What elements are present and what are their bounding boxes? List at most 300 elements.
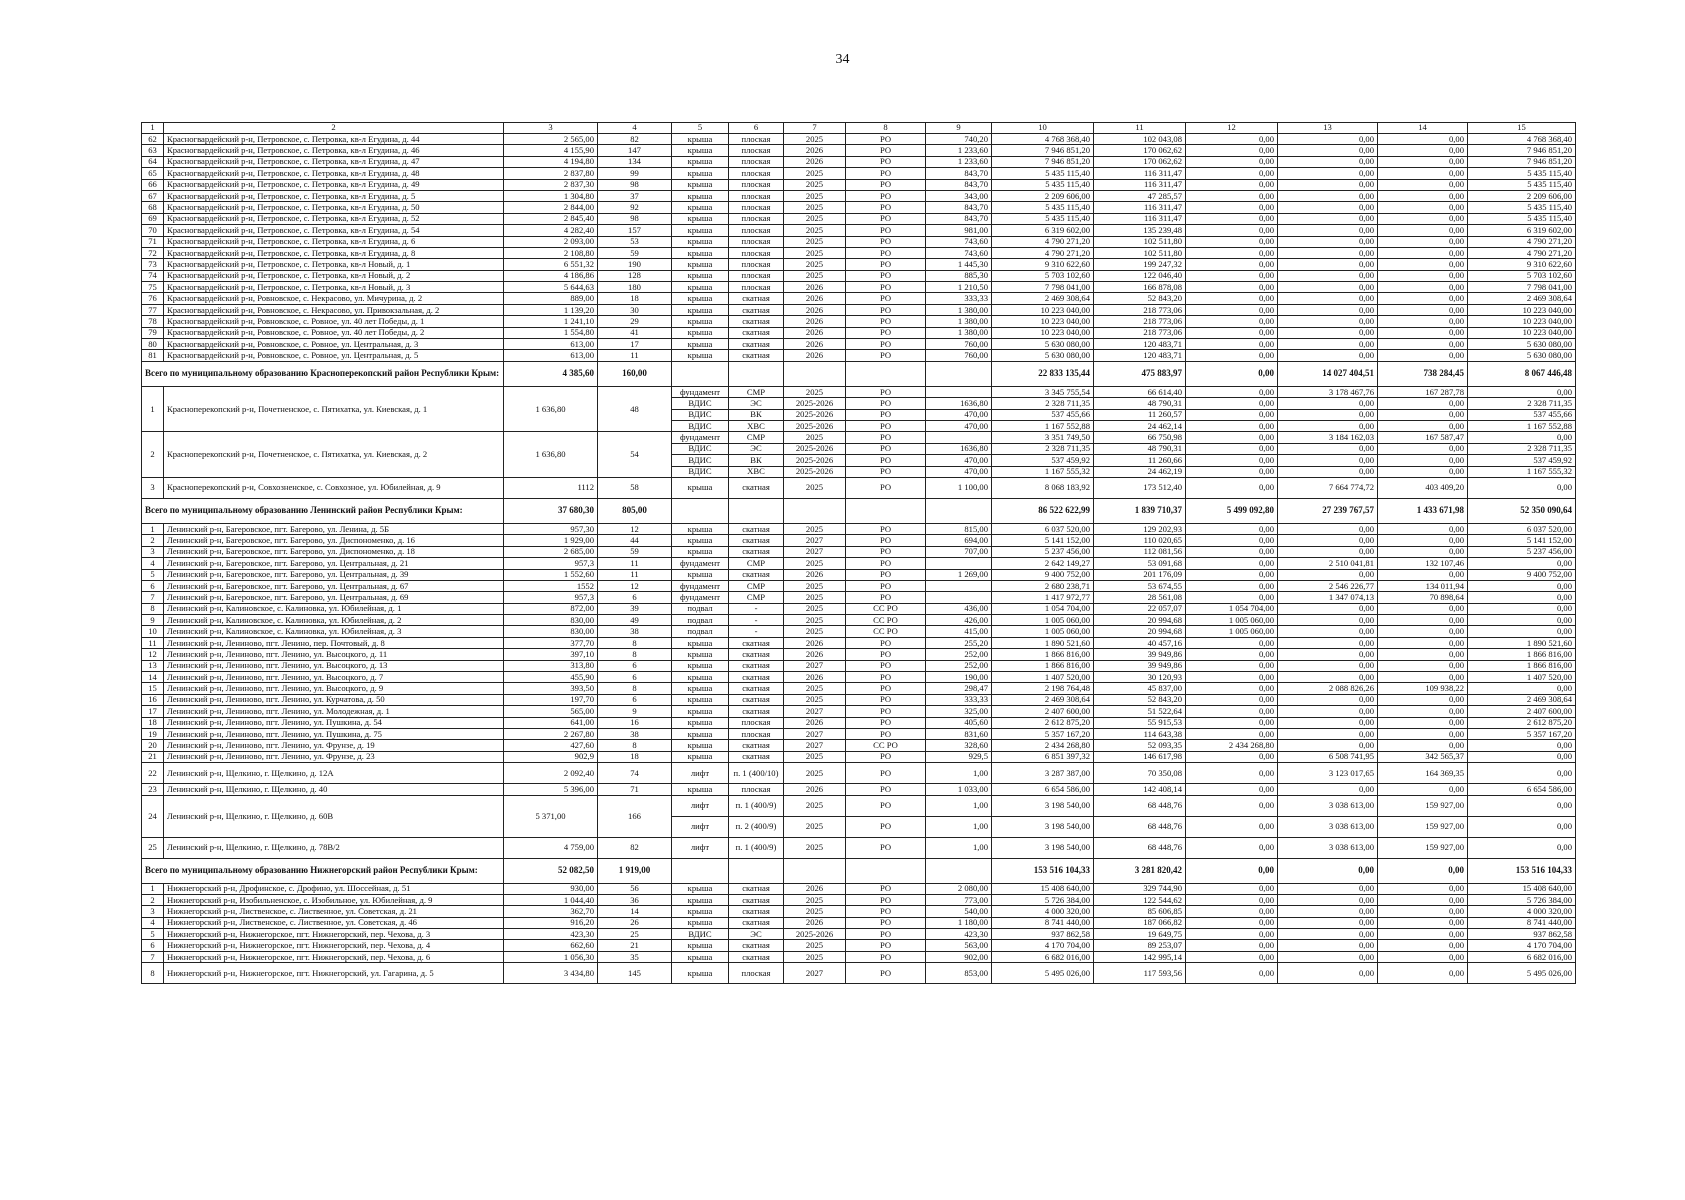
table-cell: Красногвардейский р-н, Ровновское, с. Ровное, ул. 40 лет Победы, д. 2	[164, 327, 504, 338]
table-cell: 0,00	[1186, 929, 1278, 940]
table-cell: 0,00	[1186, 816, 1278, 837]
table-cell: РО	[846, 202, 926, 213]
table-cell: плоская	[729, 145, 784, 156]
table-cell: 1 890 521,60	[1468, 637, 1576, 648]
table-cell: 470,00	[926, 466, 992, 477]
table-cell: 7 946 851,20	[992, 145, 1094, 156]
table-cell: 2 837,80	[504, 168, 598, 179]
table-cell: 0,00	[1186, 466, 1278, 477]
table-cell: 325,00	[926, 706, 992, 717]
table-cell: 0,00	[1278, 327, 1378, 338]
table-cell: плоская	[729, 179, 784, 190]
table-cell: крыша	[672, 190, 729, 201]
table-cell: 3 198 540,00	[992, 816, 1094, 837]
table-cell: 11	[142, 637, 164, 648]
table-cell: 2 328 711,35	[1468, 398, 1576, 409]
table-row	[142, 951, 1576, 962]
table-cell: 166	[598, 795, 672, 837]
table-cell: крыша	[672, 637, 729, 648]
table-cell: 159 927,00	[1378, 816, 1468, 837]
table-cell: 0,00	[1468, 740, 1576, 751]
table-cell: РО	[846, 660, 926, 671]
table-cell: крыша	[672, 168, 729, 179]
table-cell: ЭС	[729, 929, 784, 940]
table-row	[142, 327, 1576, 338]
table-cell: плоская	[729, 225, 784, 236]
table-cell: 0,00	[1186, 409, 1278, 420]
table-cell: 0,00	[1278, 156, 1378, 167]
table-cell: 0,00	[1468, 816, 1576, 837]
table-cell: 2 510 041,81	[1278, 558, 1378, 569]
table-cell: 0,00	[1186, 546, 1278, 557]
table-cell: 3 038 613,00	[1278, 837, 1378, 858]
table-cell: 4	[142, 917, 164, 928]
table-cell: 0,00	[1378, 443, 1468, 454]
table-cell: 1 044,40	[504, 894, 598, 905]
table-cell: 76	[142, 293, 164, 304]
table-cell: 5 396,00	[504, 784, 598, 795]
table-cell: 7	[142, 592, 164, 603]
table-cell: 773,00	[926, 894, 992, 905]
table-cell: 0,00	[1278, 168, 1378, 179]
table-cell: 843,70	[926, 168, 992, 179]
table-cell: СМР	[729, 580, 784, 591]
table-cell: СМР	[729, 558, 784, 569]
table-cell: 4 170 704,00	[992, 940, 1094, 951]
table-cell: 2026	[784, 293, 846, 304]
table-cell: 74	[142, 270, 164, 281]
table-cell: 2025	[784, 580, 846, 591]
table-cell: 0,00	[1278, 316, 1378, 327]
table-cell: 2 434 268,80	[1186, 740, 1278, 751]
table-cell: 0,00	[1278, 225, 1378, 236]
table-cell: 22 057,07	[1094, 603, 1186, 614]
table-cell: 170 062,62	[1094, 156, 1186, 167]
table-cell: 92	[598, 202, 672, 213]
table-cell: 423,30	[926, 929, 992, 940]
table-cell: 0,00	[1186, 637, 1278, 648]
table-cell: 36	[598, 894, 672, 905]
table-cell: 3	[142, 477, 164, 498]
table-cell: РО	[846, 784, 926, 795]
table-cell: 5	[672, 123, 729, 134]
table-cell: 1 056,30	[504, 951, 598, 962]
table-cell: 329 744,90	[1094, 883, 1186, 894]
table-cell: 0,00	[1186, 156, 1278, 167]
table-cell: РО	[846, 213, 926, 224]
table-cell: Красногвардейский р-н, Петровское, с. Петровка, кв-л Егудина, д. 8	[164, 247, 504, 258]
table-cell	[846, 498, 926, 523]
table-cell: 738 284,45	[1378, 361, 1468, 386]
table-cell: 1 005 060,00	[992, 626, 1094, 637]
table-cell: 1 304,80	[504, 190, 598, 201]
table-cell: плоская	[729, 213, 784, 224]
table-cell: Красногвардейский р-н, Петровское, с. Петровка, кв-л Егудина, д. 54	[164, 225, 504, 236]
table-cell: Ленинский р-н, Багеровское, пгт. Багерово, ул. Ленина, д. 5Б	[164, 523, 504, 534]
table-cell: 2027	[784, 728, 846, 739]
table-cell: 201 176,09	[1094, 569, 1186, 580]
table-cell: РО	[846, 894, 926, 905]
table-cell: СС РО	[846, 615, 926, 626]
table-cell: скатная	[729, 706, 784, 717]
table-cell: 255,20	[926, 637, 992, 648]
table-cell: 116 311,47	[1094, 202, 1186, 213]
table-cell: 0,00	[1378, 858, 1468, 883]
table-cell: 0,00	[1378, 523, 1468, 534]
table-cell: 7 946 851,20	[992, 156, 1094, 167]
table-cell: 0,00	[1186, 706, 1278, 717]
table-cell: 830,00	[504, 615, 598, 626]
table-cell: 10	[992, 123, 1094, 134]
table-cell: РО	[846, 569, 926, 580]
table-cell: 2025	[784, 751, 846, 762]
table-cell: 6 654 586,00	[1468, 784, 1576, 795]
table-cell: 5 237 456,00	[1468, 546, 1576, 557]
table-cell: 41	[598, 327, 672, 338]
table-cell: РО	[846, 906, 926, 917]
table-cell: РО	[846, 751, 926, 762]
table-row	[142, 728, 1576, 739]
table-cell: 0,00	[1278, 236, 1378, 247]
table-cell: РО	[846, 236, 926, 247]
table-row	[142, 558, 1576, 569]
table-cell	[926, 580, 992, 591]
table-cell: 59	[598, 247, 672, 258]
table-cell: Ленинский р-н, Багеровское, пгт. Багерово, ул. Центральная, д. 39	[164, 569, 504, 580]
table-cell: 313,80	[504, 660, 598, 671]
table-cell: 26	[598, 917, 672, 928]
table-cell: 2025	[784, 558, 846, 569]
table-cell: 1 005 060,00	[1186, 626, 1278, 637]
table-cell: 415,00	[926, 626, 992, 637]
table-cell: 0,00	[1278, 523, 1378, 534]
table-cell: 20	[142, 740, 164, 751]
table-cell: 5 495 026,00	[992, 963, 1094, 984]
table-cell: 9 400 752,00	[992, 569, 1094, 580]
table-cell: 0,00	[1186, 225, 1278, 236]
table-cell: 2025	[784, 213, 846, 224]
table-cell: Ленинский р-н, Лениново, пгт. Ленино, ул. Молодежная, д. 1	[164, 706, 504, 717]
table-cell: 153 516 104,33	[992, 858, 1094, 883]
table-cell: 12	[1186, 123, 1278, 134]
table-cell: 0,00	[1186, 837, 1278, 858]
table-cell: скатная	[729, 316, 784, 327]
table-row	[142, 293, 1576, 304]
table-cell: 405,60	[926, 717, 992, 728]
table-cell: 427,60	[504, 740, 598, 751]
table-cell: плоская	[729, 282, 784, 293]
table-cell: Красногвардейский р-н, Ровновское, с. Некрасово, ул. Привокзальная, д. 2	[164, 304, 504, 315]
table-cell: скатная	[729, 894, 784, 905]
table-cell: ЭС	[729, 398, 784, 409]
table-cell: крыша	[672, 523, 729, 534]
table-cell: скатная	[729, 660, 784, 671]
table-cell: 1,00	[926, 816, 992, 837]
table-cell: 2025	[784, 134, 846, 145]
table-cell: 3 038 613,00	[1278, 816, 1378, 837]
table-cell: 5 499 092,80	[1186, 498, 1278, 523]
table-cell: скатная	[729, 751, 784, 762]
table-cell: 8	[598, 740, 672, 751]
table-cell: 4 000 320,00	[992, 906, 1094, 917]
table-cell: 52 093,35	[1094, 740, 1186, 751]
table-row	[142, 963, 1576, 984]
table-cell: 0,00	[1186, 894, 1278, 905]
table-cell: -	[729, 626, 784, 637]
total-row	[142, 361, 1576, 386]
table-cell: 4 385,60	[504, 361, 598, 386]
table-cell: 6 037 520,00	[1468, 523, 1576, 534]
table-cell: 1 866 816,00	[1468, 660, 1576, 671]
table-cell: 129 202,93	[1094, 523, 1186, 534]
table-cell: 0,00	[1378, 156, 1468, 167]
table-cell: 0,00	[1378, 894, 1468, 905]
table-cell: 0,00	[1278, 398, 1378, 409]
table-cell: 0,00	[1278, 940, 1378, 951]
table-cell: 2025	[784, 816, 846, 837]
table-row	[142, 316, 1576, 327]
table-cell: 3 198 540,00	[992, 837, 1094, 858]
table-cell: 1 407 520,00	[992, 672, 1094, 683]
table-cell: 2026	[784, 327, 846, 338]
table-cell: 436,00	[926, 603, 992, 614]
table-cell: 5 357 167,20	[1468, 728, 1576, 739]
table-cell: 15 408 640,00	[1468, 883, 1576, 894]
table-cell: 937 862,58	[992, 929, 1094, 940]
table-cell: 2 837,30	[504, 179, 598, 190]
table-cell: 0,00	[1378, 168, 1468, 179]
table-cell: 2025	[784, 386, 846, 397]
table-cell: РО	[846, 247, 926, 258]
table-cell: РО	[846, 546, 926, 557]
table-cell: РО	[846, 837, 926, 858]
table-cell: 2025	[784, 837, 846, 858]
table-cell: 3 038 613,00	[1278, 795, 1378, 816]
table-cell: 0,00	[1186, 951, 1278, 962]
table-cell: Красногвардейский р-н, Петровское, с. Петровка, кв-л Новый, д. 2	[164, 270, 504, 281]
table-cell: фундамент	[672, 432, 729, 443]
table-cell: 563,00	[926, 940, 992, 951]
table-cell: 1 167 555,32	[1468, 466, 1576, 477]
table-cell: 1 167 555,32	[992, 466, 1094, 477]
table-cell: 159 927,00	[1378, 795, 1468, 816]
table-cell: 0,00	[1378, 409, 1468, 420]
table-cell: 470,00	[926, 420, 992, 431]
table-cell: СМР	[729, 432, 784, 443]
table-cell: 8	[598, 683, 672, 694]
table-cell: 0,00	[1378, 236, 1468, 247]
table-cell: 4 790 271,20	[1468, 247, 1576, 258]
table-cell: 2025	[784, 694, 846, 705]
table-cell: 24 462,14	[1094, 420, 1186, 431]
table-cell: 153 516 104,33	[1468, 858, 1576, 883]
table-cell: 5 237 456,00	[992, 546, 1094, 557]
table-cell: Всего по муниципальному образованию Ленинский район Республики Крым:	[142, 498, 504, 523]
table-cell: 1,00	[926, 795, 992, 816]
table-cell: Всего по муниципальному образованию Нижнегорский район Республики Крым:	[142, 858, 504, 883]
table-cell: 0,00	[1278, 339, 1378, 350]
table-cell: 0,00	[1378, 339, 1468, 350]
table-cell: 65	[142, 168, 164, 179]
table-cell: крыша	[672, 316, 729, 327]
table-cell: крыша	[672, 339, 729, 350]
table-cell: лифт	[672, 763, 729, 784]
table-cell: 760,00	[926, 350, 992, 361]
table-cell: 0,00	[1186, 455, 1278, 466]
table-cell	[926, 361, 992, 386]
table-cell: крыша	[672, 535, 729, 546]
table-cell: фундамент	[672, 386, 729, 397]
table-cell: 1 033,00	[926, 784, 992, 795]
table-cell: крыша	[672, 569, 729, 580]
table-cell: п. 1 (400/9)	[729, 795, 784, 816]
table-cell: скатная	[729, 477, 784, 498]
table-cell: 17	[142, 706, 164, 717]
table-row	[142, 660, 1576, 671]
table-cell: 0,00	[1378, 350, 1468, 361]
table-cell: -	[729, 603, 784, 614]
table-cell: 2 108,80	[504, 247, 598, 258]
table-cell: плоская	[729, 202, 784, 213]
table-cell: 1 167 552,88	[1468, 420, 1576, 431]
table-cell: 25	[598, 929, 672, 940]
table-cell: 102 043,08	[1094, 134, 1186, 145]
table-cell: 0,00	[1468, 603, 1576, 614]
table-cell: 28 561,08	[1094, 592, 1186, 603]
table-cell: 2 546 226,77	[1278, 580, 1378, 591]
table-cell: 2025	[784, 951, 846, 962]
table-cell: Нижнегорский р-н, Нижнегорское, пгт. Нижнегорский, пер. Чехова, д. 4	[164, 940, 504, 951]
table-cell: 2 328 711,35	[992, 398, 1094, 409]
table-cell: скатная	[729, 883, 784, 894]
table-cell: 29	[598, 316, 672, 327]
table-cell: 5 435 115,40	[992, 202, 1094, 213]
table-cell: 0,00	[1278, 894, 1378, 905]
table-cell: 0,00	[1378, 270, 1468, 281]
table-cell: Ленинский р-н, Лениново, пгт. Ленино, ул. Высоцкого, д. 9	[164, 683, 504, 694]
table-cell: 1 233,60	[926, 156, 992, 167]
table-cell: 470,00	[926, 409, 992, 420]
table-cell: 99	[598, 168, 672, 179]
table-cell: крыша	[672, 894, 729, 905]
table-cell: 73	[142, 259, 164, 270]
table-cell: 68 448,76	[1094, 816, 1186, 837]
table-cell: п. 1 (400/10)	[729, 763, 784, 784]
table-cell: 0,00	[1378, 603, 1468, 614]
table-cell: 0,00	[1378, 883, 1468, 894]
table-cell: 252,00	[926, 660, 992, 671]
table-row	[142, 683, 1576, 694]
table-cell: скатная	[729, 672, 784, 683]
table-cell: 0,00	[1278, 145, 1378, 156]
table-cell: 2025	[784, 270, 846, 281]
table-cell: 4 282,40	[504, 225, 598, 236]
table-cell: 0,00	[1278, 858, 1378, 883]
table-cell: 40 457,16	[1094, 637, 1186, 648]
table-cell: 0,00	[1378, 626, 1468, 637]
total-row	[142, 498, 1576, 523]
table-cell	[926, 386, 992, 397]
table-cell: 2 267,80	[504, 728, 598, 739]
table-cell: 0,00	[1186, 134, 1278, 145]
table-cell: лифт	[672, 795, 729, 816]
table-cell: РО	[846, 409, 926, 420]
table-cell: 159 927,00	[1378, 837, 1468, 858]
table-cell: 333,33	[926, 293, 992, 304]
table-cell: ВДИС	[672, 455, 729, 466]
table-row	[142, 304, 1576, 315]
table-cell: 2025	[784, 592, 846, 603]
table-cell: 0,00	[1278, 443, 1378, 454]
table-cell: РО	[846, 259, 926, 270]
table-cell: ВДИС	[672, 409, 729, 420]
table-cell: Ленинский р-н, Щелкино, г. Щелкино, д. 78В/2	[164, 837, 504, 858]
table-cell: крыша	[672, 247, 729, 258]
table-cell: 6	[598, 694, 672, 705]
table-cell: 0,00	[1378, 649, 1468, 660]
table-cell: 0,00	[1186, 535, 1278, 546]
table-cell: 11	[598, 569, 672, 580]
table-cell: 0,00	[1378, 546, 1468, 557]
table-cell: 19 649,75	[1094, 929, 1186, 940]
table-cell: 25	[142, 837, 164, 858]
table-cell: 0,00	[1278, 409, 1378, 420]
table-row	[142, 795, 1576, 816]
table-cell: РО	[846, 432, 926, 443]
table-cell: скатная	[729, 304, 784, 315]
table-cell: 397,10	[504, 649, 598, 660]
table-row	[142, 751, 1576, 762]
table-row	[142, 282, 1576, 293]
table-cell: 23	[142, 784, 164, 795]
table-cell: 1 180,00	[926, 917, 992, 928]
table-cell: 98	[598, 213, 672, 224]
table-cell: Нижнегорский р-н, Нижнегорское, пгт. Нижнегорский, пер. Чехова, д. 6	[164, 951, 504, 962]
table-cell: 2 680 238,71	[992, 580, 1094, 591]
table-cell: 5 703 102,60	[992, 270, 1094, 281]
table-cell: 0,00	[1278, 603, 1378, 614]
table-cell: 2025	[784, 940, 846, 951]
table-cell: 0,00	[1278, 784, 1378, 795]
table-cell: 1 210,50	[926, 282, 992, 293]
table-cell: лифт	[672, 816, 729, 837]
table-cell: 760,00	[926, 339, 992, 350]
table-cell: 8	[142, 603, 164, 614]
table-cell: 0,00	[1186, 558, 1278, 569]
table-cell: крыша	[672, 179, 729, 190]
table-cell: плоская	[729, 717, 784, 728]
table-cell: Всего по муниципальному образованию Красноперекопский район Республики Крым:	[142, 361, 504, 386]
table-cell: 22	[142, 763, 164, 784]
table-cell: 0,00	[1278, 660, 1378, 671]
table-row	[142, 580, 1576, 591]
table-cell: 0,00	[1278, 883, 1378, 894]
table-cell: крыша	[672, 293, 729, 304]
table-cell: 0,00	[1378, 660, 1468, 671]
table-cell: 0,00	[1378, 728, 1468, 739]
table-cell: 218 773,06	[1094, 304, 1186, 315]
table-cell: Ленинский р-н, Калиновское, с. Калиновка, ул. Юбилейная, д. 1	[164, 603, 504, 614]
table-cell: 109 938,22	[1378, 683, 1468, 694]
table-cell: 0,00	[1278, 190, 1378, 201]
table-cell: 6 508 741,95	[1278, 751, 1378, 762]
table-cell: Ленинский р-н, Багеровское, пгт. Багерово, ул. Диспономенко, д. 16	[164, 535, 504, 546]
table-cell: 2026	[784, 649, 846, 660]
table-cell: РО	[846, 316, 926, 327]
table-cell: 0,00	[1186, 443, 1278, 454]
table-row	[142, 917, 1576, 928]
table-cell: 694,00	[926, 535, 992, 546]
